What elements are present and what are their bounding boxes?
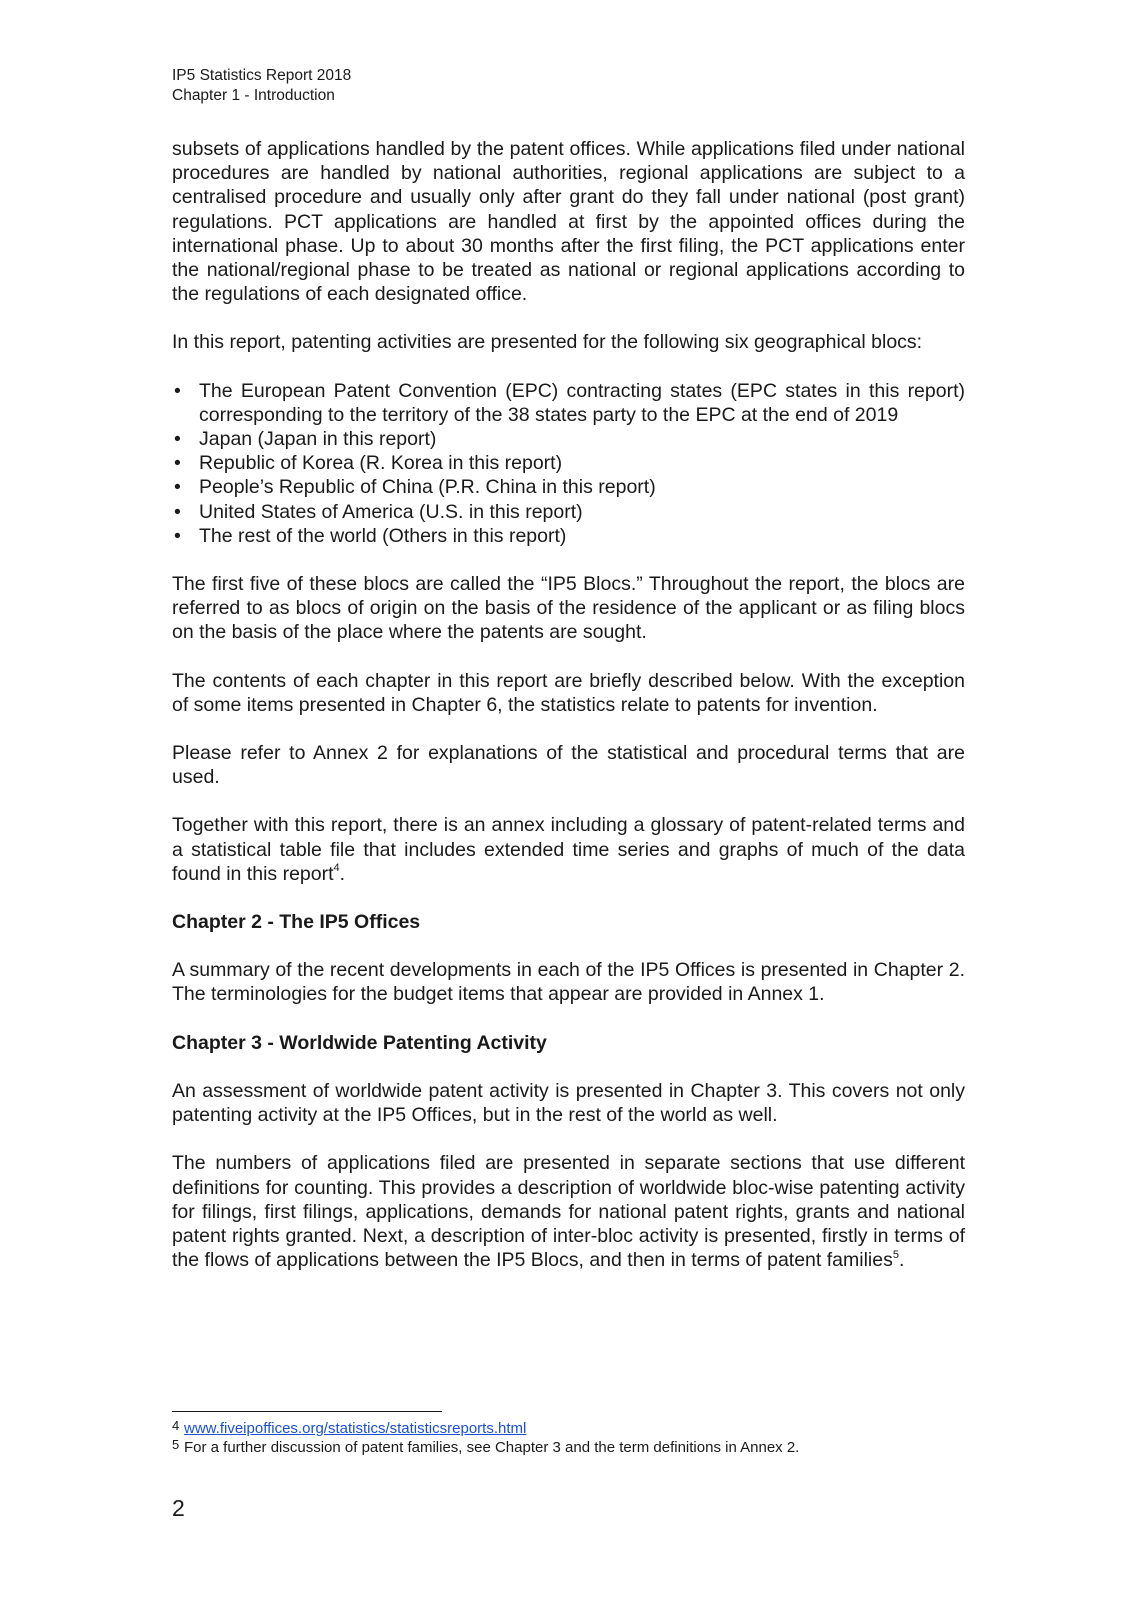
list-item-text: United States of America (U.S. in this report) [199,500,583,523]
paragraph-blocs-intro: In this report, patenting activities are presented for the following six geographical blocs: [172,331,923,354]
paragraph-annex-glossary [172,813,965,886]
footnote-4 [172,1419,965,1438]
header-chapter-title: Chapter 1 - Introduction [172,87,335,104]
paragraph-annex-reference: Please refer to Annex 2 for explanations of the statistical and procedural terms that are used. [172,742,965,789]
footnote-number: 5 [172,1437,180,1452]
paragraph-chapter-3-summary: An assessment of worldwide patent activity is presented in Chapter 3. This covers not only patenting activity at the IP5 Offices, but in the rest of the world as well. [172,1079,965,1127]
list-item-text: Japan (Japan in this report) [199,428,437,451]
list-item [172,524,965,548]
footnote-number: 4 [172,1418,180,1433]
bullet-icon: • [174,476,181,499]
running-header [172,66,351,106]
footnote-ref-4[interactable]: 4 [333,862,340,875]
heading-chapter-3: Chapter 3 - Worldwide Patenting Activity [172,1031,547,1054]
list-item [172,379,965,427]
bullet-icon: • [174,379,181,402]
footnote-text: For a further discussion of patent families, see Chapter 3 and the term definitions in Annex 2. [184,1439,800,1456]
bloc-list [172,379,965,548]
paragraph-ip5-blocs: The first five of these blocs are called the “IP5 Blocs.” Throughout the report, the blocs are referred to as blocs of origin on the basis of the residence of the applicant or as filing blocs on the basis of the place where the patents are sought. [172,573,965,644]
page-number: 2 [172,1495,185,1521]
list-item [172,500,965,524]
paragraph-applications-filed [172,1151,965,1272]
footnote-link[interactable]: www.fiveipoffices.org/statistics/statisticsreports.html [184,1420,527,1437]
list-item-text: The European Patent Convention (EPC) contracting states (EPC states in this report) corresponding to the territory of the 38 states party to the EPC at the end of 2019 [199,379,965,426]
paragraph-text: The numbers of applications filed are presented in separate sections that use different definitions for counting. This provides a description of worldwide bloc-wise patenting activity for filings, first filings, applications, demands for national patent rights, grants and national patent rights granted. Next, a description of inter-bloc activity is presented, firstly in terms of the flows of applications between the IP5 Blocs, and then in terms of patent families [172,1152,965,1272]
footnote-5 [172,1438,965,1457]
paragraph-text: Together with this report, there is an annex including a glossary of patent-related terms and a statistical table file that includes extended time series and graphs of much of the data found in this report [172,814,965,885]
list-item [172,427,965,451]
header-report-title: IP5 Statistics Report 2018 [172,67,352,84]
main-content [172,137,965,1296]
paragraph-chapter-contents: The contents of each chapter in this report are briefly described below. With the exception of some items presented in Chapter 6, the statistics relate to patents for invention. [172,669,965,716]
list-item-text: The rest of the world (Others in this report) [199,524,567,547]
footnote-ref-5[interactable]: 5 [892,1248,899,1261]
bullet-icon: • [174,500,181,523]
list-item [172,475,965,499]
footnote-separator [172,1411,442,1412]
list-item-text: Republic of Korea (R. Korea in this report) [199,452,563,475]
heading-chapter-2: Chapter 2 - The IP5 Offices [172,911,421,934]
paragraph-end: . [898,1249,905,1272]
footnotes [172,1411,965,1457]
paragraph-chapter-2-summary: A summary of the recent developments in each of the IP5 Offices is presented in Chapter 2. The terminologies for the budget items that appear are provided in Annex 1. [172,959,965,1006]
bullet-icon: • [174,428,181,451]
paragraph-end: . [339,862,346,885]
list-item-text: People’s Republic of China (P.R. China in this report) [199,476,656,499]
paragraph-continued: subsets of applications handled by the patent offices. While applications filed under national procedures are handled by national authorities, regional applications are subject to a centralised procedure and usually only after grant do they fall under national (post grant) regulations. PCT applications are handled at first by the appointed offices during the international phase. Up to about 30 months after the first filing, the PCT applications enter the national/regional phase to be treated as national or regional applications according to the regulations of each designated office. [172,138,965,306]
bullet-icon: • [174,524,181,547]
list-item [172,451,965,475]
bullet-icon: • [174,452,181,475]
